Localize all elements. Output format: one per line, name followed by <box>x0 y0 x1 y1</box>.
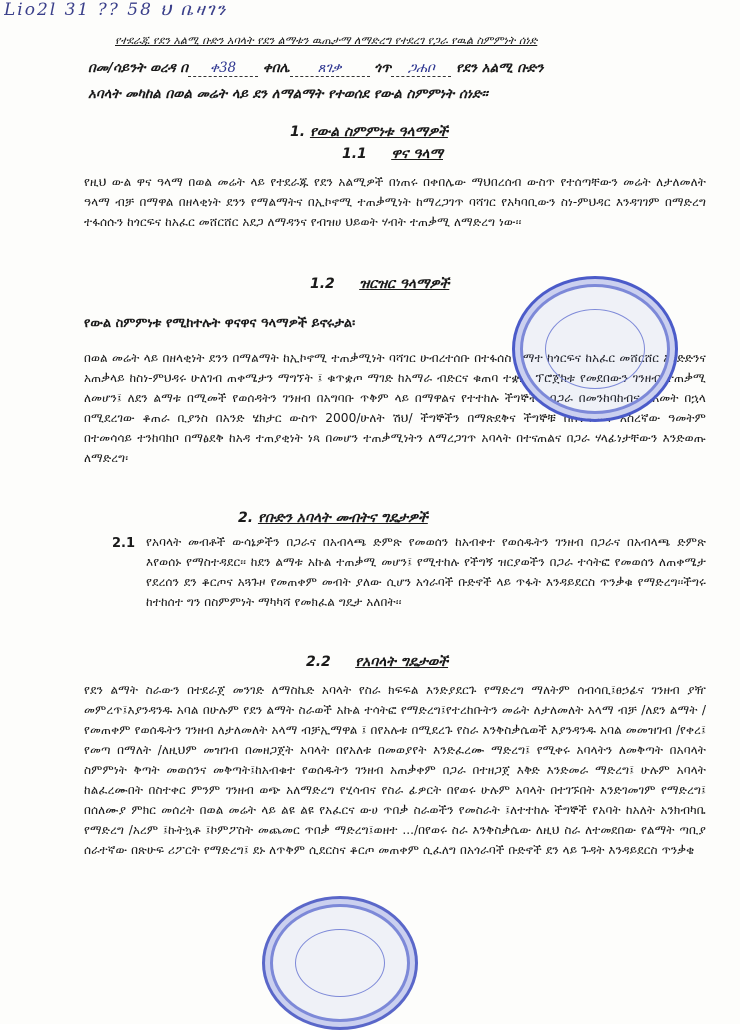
intro-part-4: የደን አልሚ ቡድን <box>455 60 544 76</box>
section-1-1-number: 1.1 <box>342 146 367 162</box>
section-2-title: የቡድን አባላት መብትና ግዴታዎች <box>257 510 428 526</box>
stamp-inner-ring-bottom <box>295 929 385 997</box>
intro-fill-1: ቀ38 <box>188 60 258 77</box>
stamp-inner-ring <box>545 309 645 389</box>
specific-objectives-intro: የውል ስምምነቱ የሚከተሉት ዋናዋና ዓላማዎች ይኖሩታል፡ <box>84 316 356 331</box>
section-2-heading <box>238 510 428 526</box>
section-1-2-heading <box>310 276 449 292</box>
official-stamp-round <box>512 276 678 422</box>
intro-part-2: ቀበሌ <box>262 60 290 76</box>
section-1-2-title: ዝርዝር ዓላማዎች <box>359 276 450 292</box>
section-1-title: የውል ስምምነቱ ዓላማዎች <box>309 124 448 140</box>
section-2-2-number: 2.2 <box>306 654 331 670</box>
paragraph-main-objective: የዚህ ውል ዋና ዓላማ በወል መሬት ላይ የተደራጁ የደን አልሚዎች በነጠሩ በቀበሌው ማህበረሰብ ውስጥ የተሰጣቸውን መሬት ለታለመለት ዓላማ ብቻ በማዋል በዘላቂነት ደንን የማልማትና በኢኮኖሚ ተጠቃሚነት ከማረጋገጥ ባሻገር የአካባቢውን ስነ-ምህዳር እንዳገገም በማድረግ ተፋሰሱን ከጎርፍና ከአፈር መሸርሸር አደጋ ለማዳንና የብዝሀ ህይወት ሃብት ተጠቃሚ ለማድረግ ነው፡፡ <box>84 175 706 229</box>
section-1-1-title: ዋና ዓላማ <box>391 146 443 162</box>
section-2-number: 2. <box>238 510 254 526</box>
document-header-title: የተደራጁ የደን አልሚ ቡድን አባላት የደን ልማቱን ዉጤታማ ለማድረግ የተደረገ የጋራ የዉል ስምምነት ሰነድ <box>115 34 538 47</box>
intro-line-2: አባላት መካከል በወል መሬት ላይ ደን ለማልማት የተወሰደ የውል ስምምነት ሰነድ፡፡ <box>88 86 488 102</box>
section-1-2-number: 1.2 <box>310 276 335 292</box>
official-stamp-bottom <box>262 896 418 1030</box>
intro-fill-2: ጸገቃ <box>290 60 370 77</box>
intro-part-3: ጎጥ <box>374 60 392 76</box>
section-1-1-heading <box>342 146 443 162</box>
section-2-2-title: የአባላት ግዴታወች <box>355 654 449 670</box>
paragraph-member-rights: የአባላት መብቶች ውሳኔዎችን በጋራና በአብላጫ ድምጽ የመወሰን ከአብቀተ የወሰዱትን ገንዘብ በጋራና በአብላጫ ድምጽ እየወሰኑ የማስተዳደር፡፡ ከደን ልማቱ አኩል ተጠቃሚ መሆን፤ የሚተከሉ የችግኝ ዝርያወችን በጋራ ተሳትፎ የመወሰን ለጠቀሜታ የደረሰን ደን ቆርጦና አጓጉዞ የመጠቀም መብት ያለው ሲሆን አጎራባች ቡድኖች ላይ ጥፋት እንዳይደርስ ጥንቃቁ የማድረግ፡፡ችግሩ ከተከሰተ ግን በስምምነት ማካካሻ የመክፈል ግዴታ አለበት፡፡ <box>146 535 706 609</box>
paragraph-member-duties: የደን ልማት ስራውን በተደራጀ መንገድ ለማስኬድ አባላት የስራ ክፍፍል እንድያደርጉ የማድረግ ማለትም ሰብሳቢ፤ፀኃፊና ገንዘብ ያዥ መምረጥ፤እያንዳንዱ አባል በሁሉም የደን ልማት ስራወች አኩል ተሳትፎ የማድረግ፤የተረከቡትን መሬት ለታለመለት አላማ ብቻ /ለደን ልማት /የመጠቀም የወሰዱትን ገንዘብ ለታለመለት አላማ ብቻኢማዋል ፤ በየአሉቱ በሚደረጉ የስራ እንቅስቃሴወች እያንዳንዱ አባል መመዝገብ /የቀረ፤ የመጣ በማለት /ለዚህም መዝገብ በመዘጋጀት አባላት በየአለቱ በመወያየት እንድፈረሙ ማድረግ፤ የሚቀሩ አባላትን ለመቅጣት በአባላት ስምምነት ቅጣት መወሰንና መቅጣት፤ከአብቁተ የወሰዱትን ገንዘብ አጠቃቀም በጋራ በተዘጋጀ እቅድ እንድመራ ማድረግ፤ ሁሉም አባላት ከልፈረሙበት በስተቀር ምንም ገንዘብ ወጭ አለማድረግ የሂሳብና የስራ ፊዎርት በየወሩ ሁሉም አባላት በተገኙበት እንድገመገም የማድረግ፤ በሰለሙያ ምክር መሰረት በወል መሬት ላይ ልዩ ልዩ የአፈርና ውሀ ጥበቃ ስራወችን የመስራት ፤ለተተከሉ ችግኞች የአባት ከአለት አንክብካቤ የማድረግ /አረም ፤ኩትኳቶ ፤ኮምፖስት መጨመር ጥበቃ ማድረግ፤ወዘተ .../በየወሩ ስራ እንቅስቃሴው ለዚህ ስራ ለተመደበው የልማት ጣቢያ ሰራተኛው በጽሁፍ ሪፖርት የማድረግ፤ ደኑ ለጥቅም ሲደርስና ቆርጦ መጠቀም ሲፈለግ በአጎራባች ቡድኖች ደን ላይ ጉዳት እንዳይደርስ ጥንቃቄ <box>84 683 706 857</box>
section-1-number: 1. <box>290 124 306 140</box>
paragraph-specific-objectives: በወል መሬት ላይ በዘላቂነት ደንን በማልማት ከኢኮኖሚ ተጠቃሚነት ባሻገር ሁብረተሰቡ በተፋሰስ ስማተ ከጎርፍና ከአፈር መሸርሸር እንድድንና አጠቃላይ ከስነ-ምህዳሩ ሁለገብ ጠቀሜታን ማግኘት ፤ ቁጥቋጦ ማገድ ከአማራ ብድርና ቁጠባ ተቋም ፕሮጀክቱ የመደበውን ገንዘብ ተጠቃሚ ለመሆን፤ ለደን ልማቱ በሚመች የወሰዳትን ገንዘብ በአግባቡ ጥቅም ላይ በማዋልና የተተከሉ ችግኞችን በጋራ በመንከባከብና ከአመት በኋላ በሚደረገው ቆጠራ ቢያንስ በአንድ ሄክታር ውስጥ 2000/ሁለት ሽህ/ ችግኞችን በማጽደቅና ችግኞቹ በስተኛውና አስረኛው ዓመትም በተመሳሳይ ተንከባክቦ በማፅደቅ ከአዳ ተጠያቂነት ነጻ በመሆን ተጠቃሚነትን ለማረጋገጥ አባላት በተናጠልና በጋራ ሃላፊነታቸውን እንድወጡ ለማድረግ፡ <box>84 351 706 465</box>
intro-part-1: በመ/ሳይንት ወረዳ በ <box>88 60 189 76</box>
intro-fill-3: ጋሐቦ <box>391 60 451 77</box>
handwritten-header-note: Lio2l 31 ?? 58 ህ ቤዛገን <box>4 0 228 20</box>
section-2-2-heading <box>306 654 448 670</box>
intro-line-1 <box>88 60 698 82</box>
section-1-heading <box>290 124 448 140</box>
section-2-1-number: 2.1 <box>112 536 136 551</box>
